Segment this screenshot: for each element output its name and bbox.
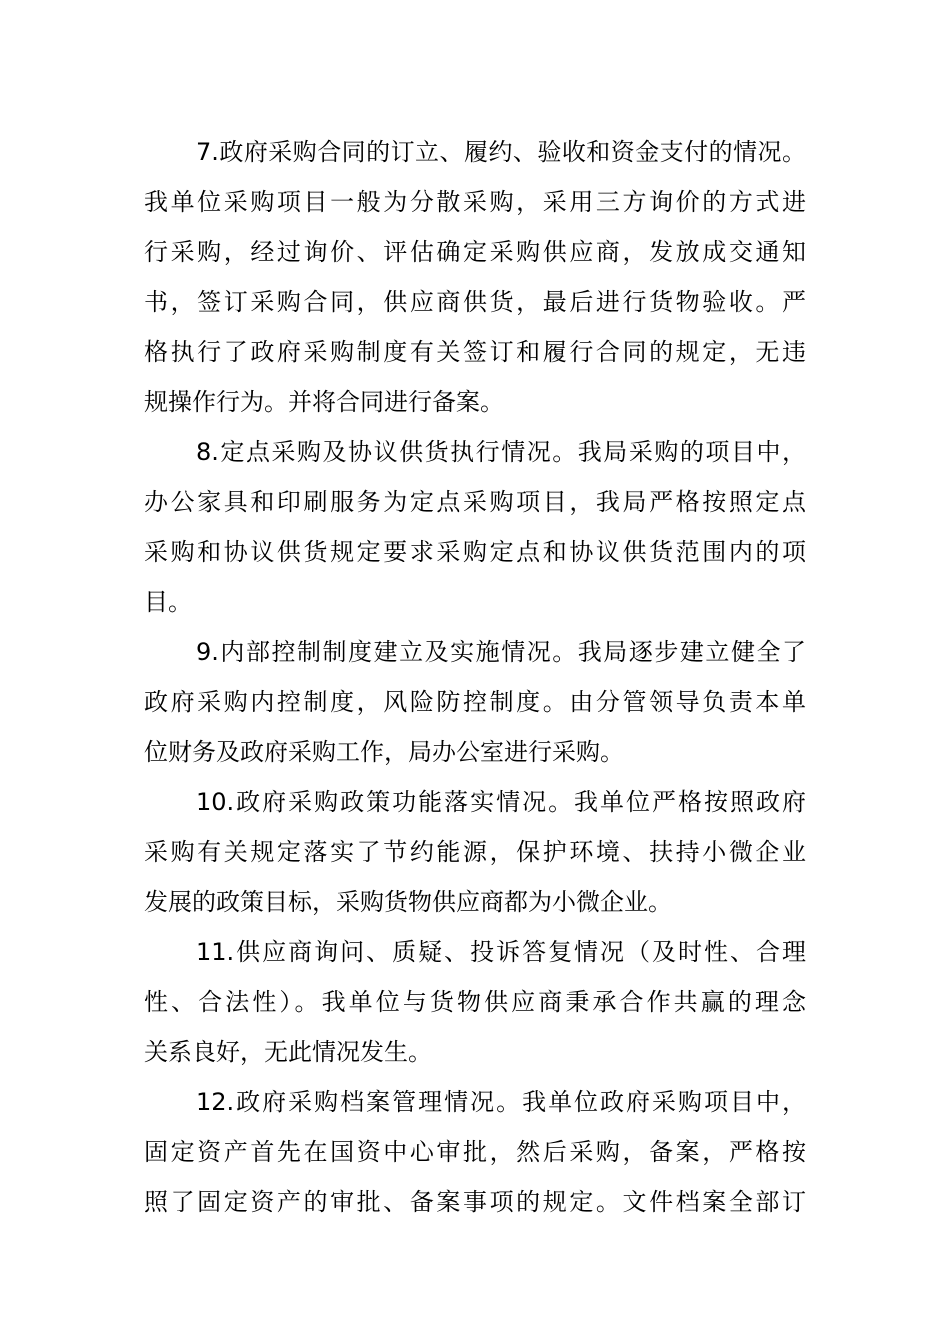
paragraph-11-line-2: 性、合法性）。我单位与货物供应商秉承合作共赢的理念: [144, 988, 806, 1016]
paragraph-11-line-3: 关系良好，无此情况发生。: [144, 1038, 432, 1066]
paragraph-10-line-1: 10.政府采购政策功能落实情况。我单位严格按照政府: [196, 788, 806, 816]
paragraph-8-line-2: 办公家具和印刷服务为定点采购项目，我局严格按照定点: [144, 488, 806, 516]
paragraph-8-line-4: 目。: [144, 588, 192, 616]
paragraph-7-line-6: 规操作行为。并将合同进行备案。: [144, 388, 504, 416]
paragraph-7-line-1: 7.政府采购合同的订立、履约、验收和资金支付的情况。: [196, 138, 806, 166]
paragraph-10-line-3: 发展的政策目标，采购货物供应商都为小微企业。: [144, 888, 672, 916]
paragraph-7-line-2: 我单位采购项目一般为分散采购，采用三方询价的方式进: [144, 188, 806, 216]
paragraph-7-line-3: 行采购，经过询价、评估确定采购供应商，发放成交通知: [144, 238, 806, 266]
paragraph-7-line-5: 格执行了政府采购制度有关签订和履行合同的规定，无违: [144, 338, 806, 366]
paragraph-8-line-1: 8.定点采购及协议供货执行情况。我局采购的项目中，: [196, 438, 806, 466]
paragraph-8-line-3: 采购和协议供货规定要求采购定点和协议供货范围内的项: [144, 538, 806, 566]
paragraph-12-line-3: 照了固定资产的审批、备案事项的规定。文件档案全部订: [144, 1188, 806, 1216]
paragraph-12-line-2: 固定资产首先在国资中心审批，然后采购，备案，严格按: [144, 1138, 806, 1166]
paragraph-12-line-1: 12.政府采购档案管理情况。我单位政府采购项目中，: [196, 1088, 806, 1116]
paragraph-9-line-1: 9.内部控制制度建立及实施情况。我局逐步建立健全了: [196, 638, 806, 666]
paragraph-11-line-1: 11.供应商询问、质疑、投诉答复情况（及时性、合理: [196, 938, 806, 966]
paragraph-9-line-3: 位财务及政府采购工作，局办公室进行采购。: [144, 738, 624, 766]
document-body: [144, 127, 806, 1227]
paragraph-9-line-2: 政府采购内控制度，风险防控制度。由分管领导负责本单: [144, 688, 806, 716]
paragraph-10-line-2: 采购有关规定落实了节约能源，保护环境、扶持小微企业: [144, 838, 806, 866]
paragraph-7-line-4: 书，签订采购合同，供应商供货，最后进行货物验收。严: [144, 288, 806, 316]
